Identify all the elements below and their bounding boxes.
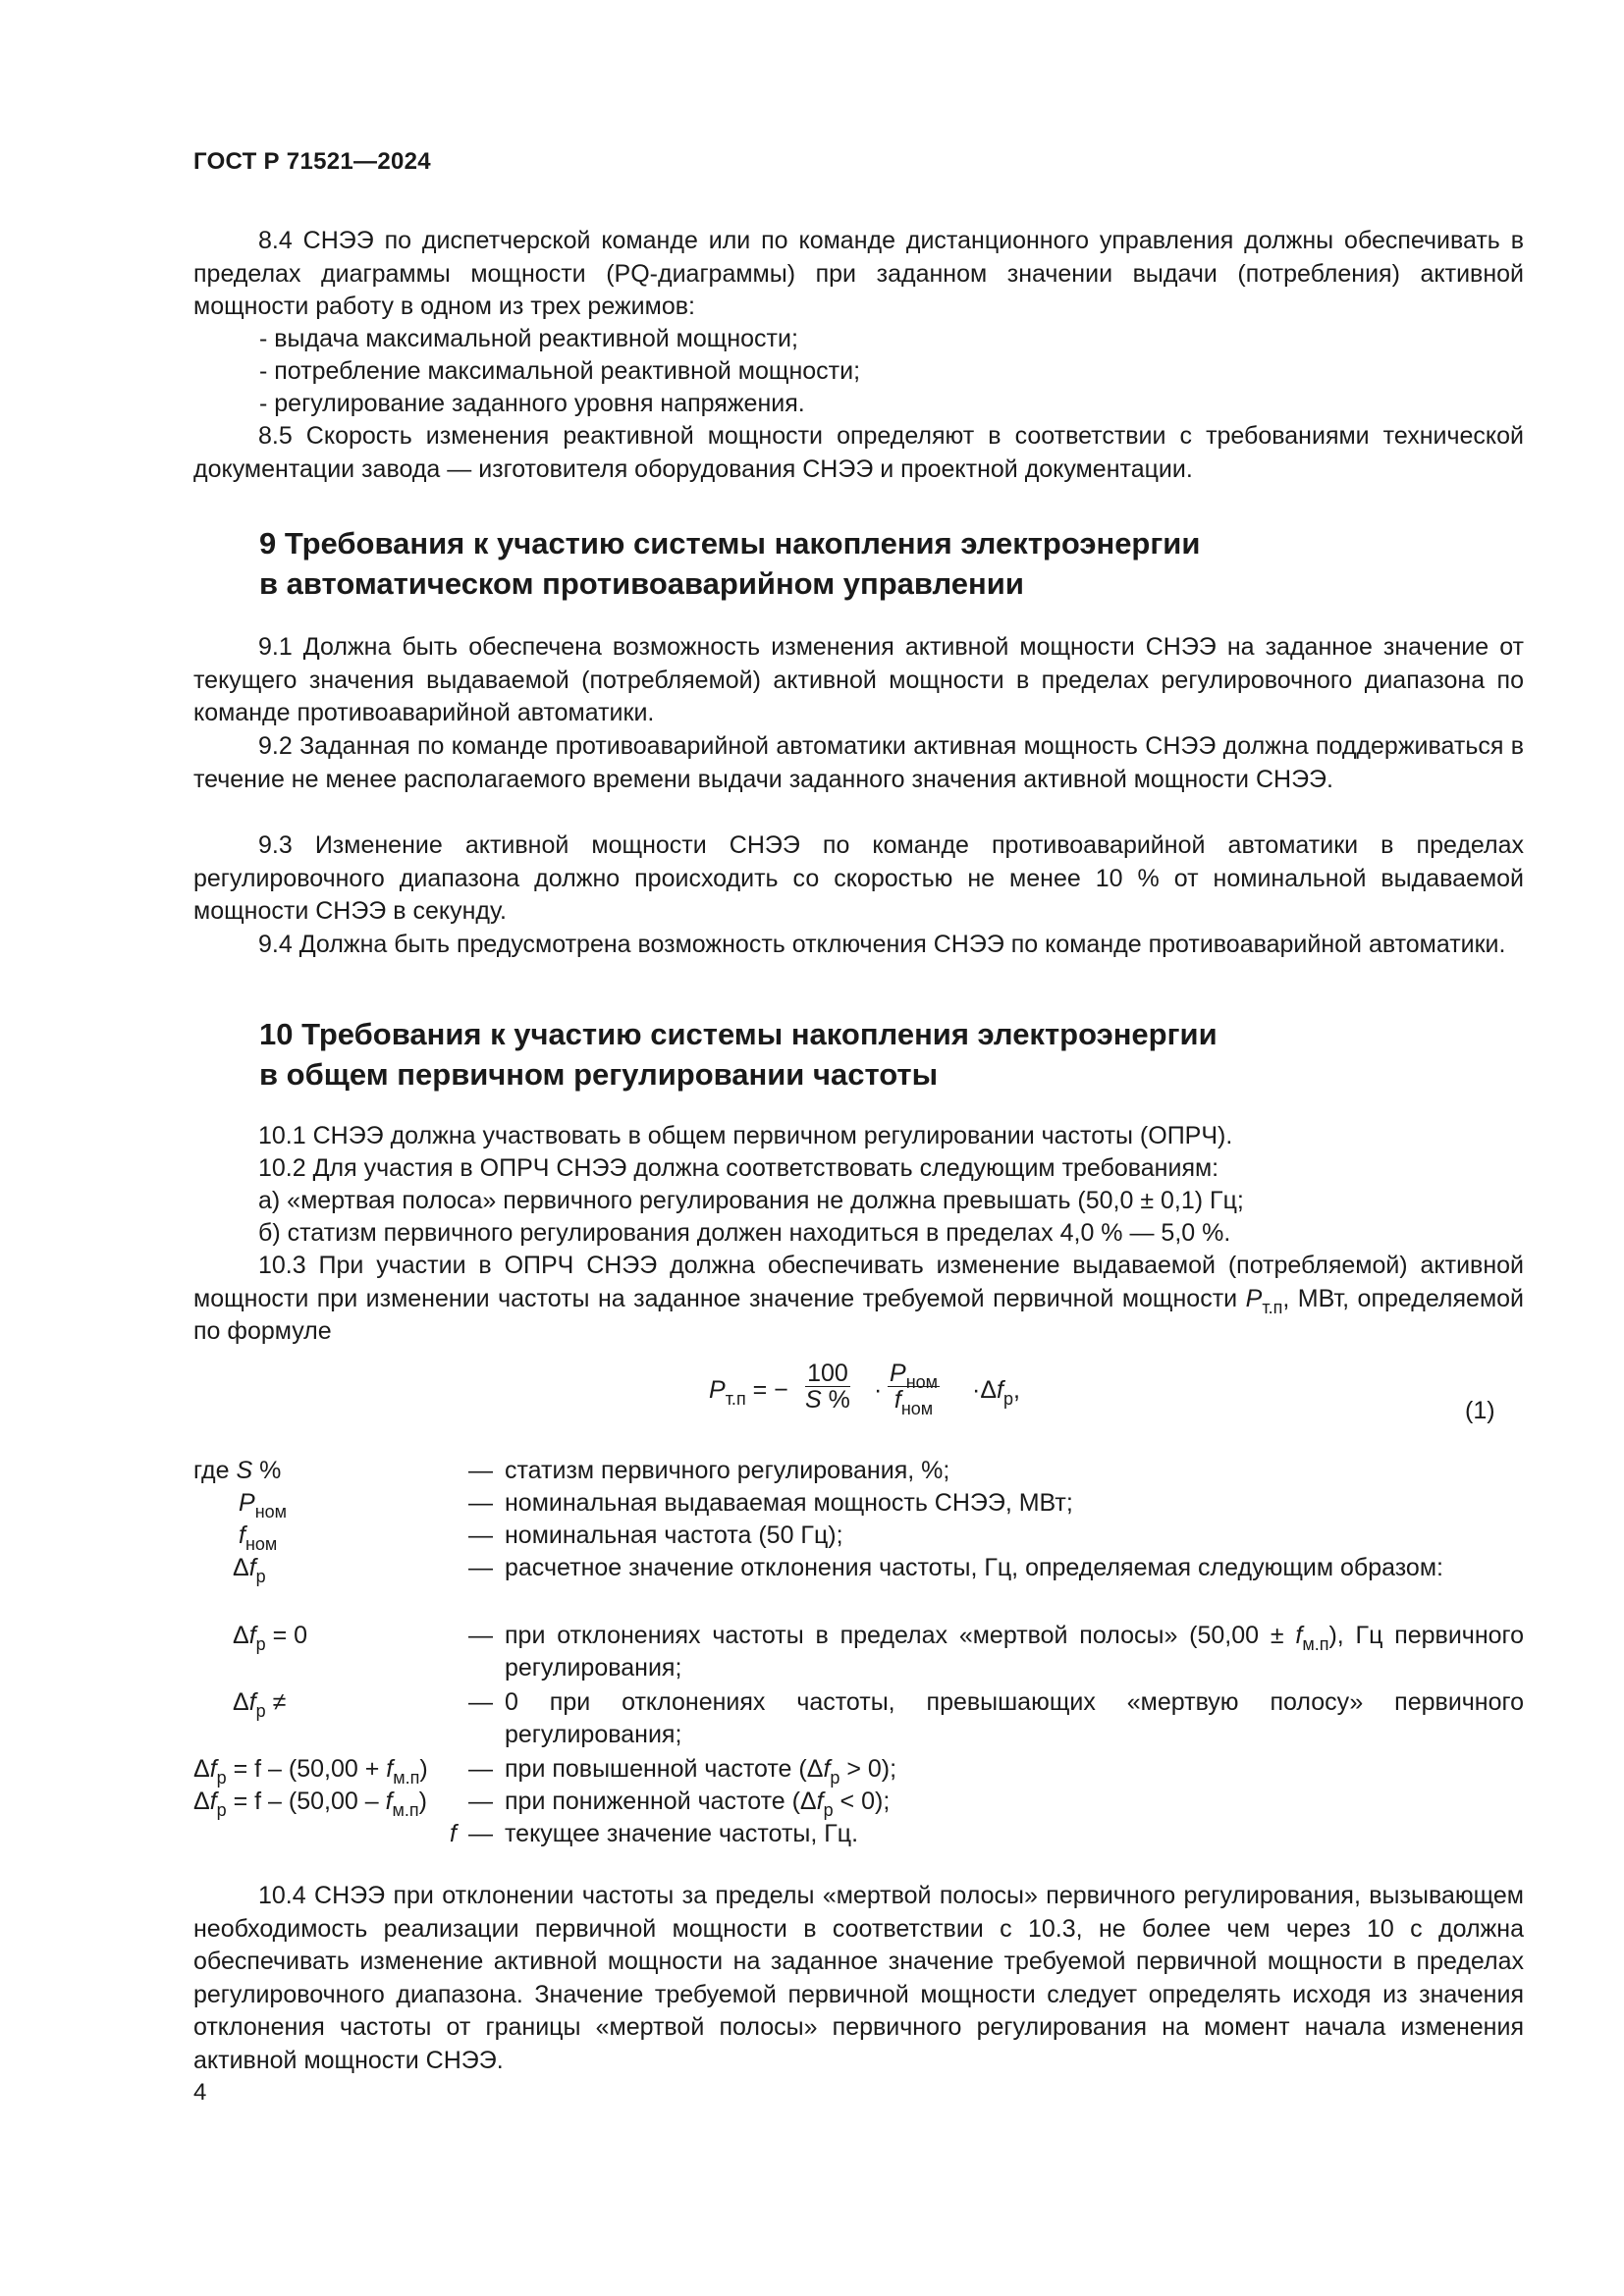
page-number: 4 [193, 2079, 207, 2106]
paragraph-10-2-b: б) статизм первичного регулирования должен находиться в пределах 4,0 % — 5,0 %. [258, 1219, 1231, 1247]
section-10-title: 10 Требования к участию системы накопления электроэнергии [259, 1017, 1218, 1051]
list-item: - выдача максимальной реактивной мощности; [259, 325, 798, 352]
formula-lhs: $P_{т.п}$ = − [709, 1376, 788, 1409]
paragraph-10-3: 10.3 При участии в ОПРЧ СНЭЭ должна обеспечивать изменение выдаваемой (потребляемой) активной мощности при изменении частоты на заданное значение требуемой первичной мощности $P_{т.п}$, МВт, определяемой по формуле [193, 1252, 1524, 1345]
fraction-100-over-s: $\frac{100}{S \%}$ [805, 1360, 850, 1414]
paragraph-9-4: 9.4 Должна быть предусмотрена возможность отключения СНЭЭ по команде противоаварийной автоматики. [258, 931, 1506, 958]
paragraph-9-3: 9.3 Изменение активной мощности СНЭЭ по команде противоаварийной автоматики в пределах регулировочного диапазона должно происходить со скоростью не менее 10 % от номинальной выдаваемой мощности СНЭЭ в секунду. [193, 831, 1524, 925]
paragraph-10-1: 10.1 СНЭЭ должна участвовать в общем первичном регулировании частоты (ОПРЧ). [258, 1122, 1233, 1149]
list-item: - регулирование заданного уровня напряжения. [259, 390, 805, 417]
section-9-title: 9 Требования к участию системы накопления электроэнергии [259, 526, 1201, 561]
section-9-title-cont: в автоматическом противоаварийном управлении [259, 566, 1024, 601]
section-10-title-cont: в общем первичном регулировании частоты [259, 1057, 939, 1092]
paragraph-10-2-a: а) «мертвая полоса» первичного регулирования не должна превышать (50,0 ± 0,1) Гц; [258, 1187, 1244, 1214]
paragraph-10-4: 10.4 СНЭЭ при отклонении частоты за пределы «мертвой полосы» первичного регулирования, вызывающем необходимость реализации первичной мощности в соответствии с 10.3, не более чем через 10 с должна обеспечивать изменение активной мощности на заданное значение требуемой первичной мощности в пределах регулировочного диапазона. Значение требуемой первичной мощности следует определять исходя из значения отклонения частоты от границы «мертвой полосы» первичного регулирования на момент начала изменения активной мощности СНЭЭ. [193, 1882, 1524, 2074]
formula-number: (1) [1465, 1397, 1495, 1424]
document-header: ГОСТ Р 71521—2024 [193, 148, 431, 175]
formula-1: $P_{т.п}$ = − $\frac{100}{S \%}$ · $P_{ном}$ $f_{ном}$ $\cdot\Delta f_р$, [709, 1360, 1020, 1418]
paragraph-9-2: 9.2 Заданная по команде противоаварийной автоматики активная мощность СНЭЭ должна поддерживаться в течение не менее располагаемого времени выдачи заданного значения активной мощности СНЭЭ. [193, 732, 1524, 793]
paragraph-8-4: 8.4 СНЭЭ по диспетчерской команде или по команде дистанционного управления должны обеспечивать в пределах диаграммы мощности (PQ-диаграммы) при заданном значении выдачи (потребления) активной мощности работу в одном из трех режимов: [193, 227, 1524, 320]
paragraph-8-5: 8.5 Скорость изменения реактивной мощности определяют в соответствии с требованиями технической документации завода — изготовителя оборудования СНЭЭ и проектной документации. [193, 422, 1524, 483]
paragraph-10-2: 10.2 Для участия в ОПРЧ СНЭЭ должна соответствовать следующим требованиям: [258, 1154, 1219, 1182]
paragraph-9-1: 9.1 Должна быть обеспечена возможность изменения активной мощности СНЭЭ на заданное значение от текущего значения выдаваемой (потребляемой) активной мощности в пределах регулировочного диапазона по команде противоаварийной автоматики. [193, 633, 1524, 726]
list-item: - потребление максимальной реактивной мощности; [259, 357, 861, 385]
fraction-p-over-f: $P_{ном}$ $f_{ном}$ [890, 1360, 939, 1418]
